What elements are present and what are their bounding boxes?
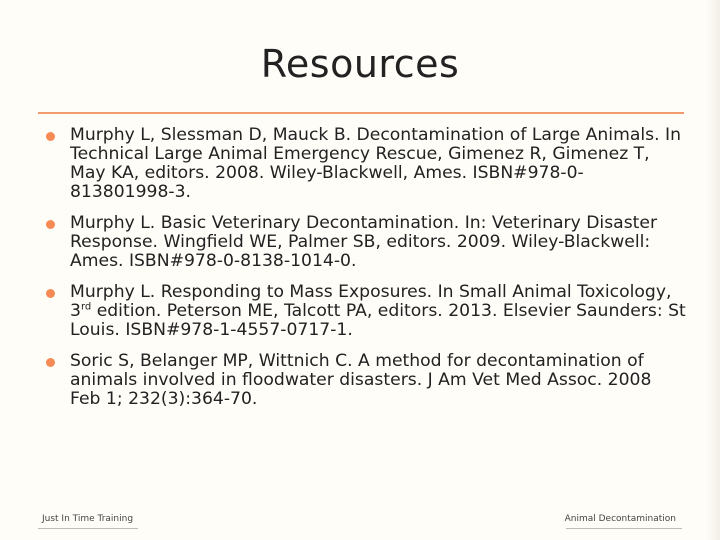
reference-text: Murphy L. Basic Veterinary Decontamination. In: Veterinary Disaster Response. Wingfield WE, Palmer SB, editors. 2009. Wiley-Blackwell: Ames. ISBN#978-0-8138-1014-0. [70,213,658,271]
reference-text-after: edition. Peterson ME, Talcott PA, editors. 2013. Elsevier Saunders: St Louis. ISBN#978-1-4557-0717-1. [70,301,686,340]
bullet-icon [46,358,55,367]
reference-text: Murphy L, Slessman D, Mauck B. Decontamination of Large Animals. In Technical Large Animal Emergency Rescue, Gimenez R, Gimenez T, May KA, editors. 2008. Wiley-Blackwell, Ames. ISBN#978-0-813801998-3. [70,125,681,202]
title-divider [38,112,684,114]
reference-superscript: rd [80,301,92,313]
footer-right-label: Animal Decontamination [564,514,676,524]
bullet-icon [46,132,55,141]
bullet-icon [46,289,55,298]
slide-title: Resources [260,42,460,86]
reference-item [46,126,686,202]
footer-left-label: Just In Time Training [42,514,134,524]
bullet-icon [46,220,55,229]
reference-item [46,214,686,271]
reference-text-before: Murphy L. Responding to Mass Exposures. In Small Animal Toxicology, 3 [70,282,672,321]
reference-text: Soric S, Belanger MP, Wittnich C. A method for decontamination of animals involved in floodwater disasters. J Am Vet Med Assoc. 2008 Feb 1; 232(3):364-70. [70,351,652,409]
reference-list [46,126,686,421]
footer-left-underline [38,528,138,529]
reference-item [46,283,686,340]
footer-right-underline [566,528,682,529]
reference-item [46,352,686,409]
